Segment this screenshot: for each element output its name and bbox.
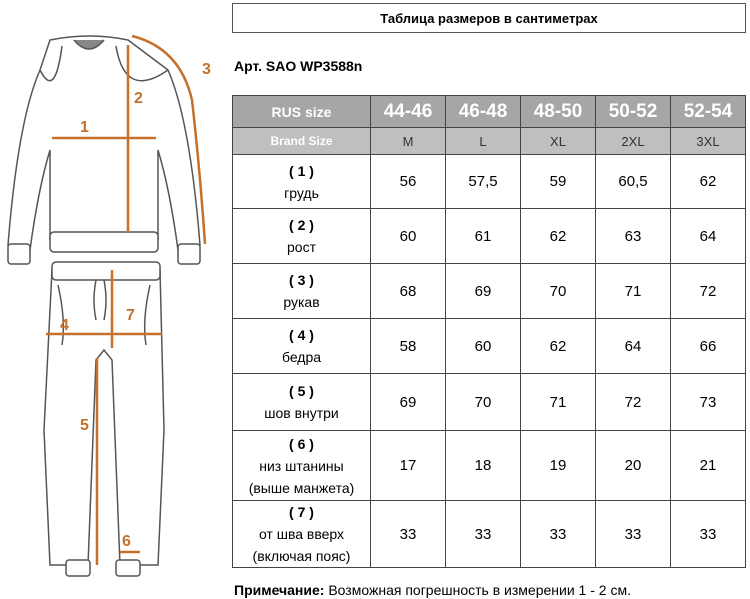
- measurement-value: 57,5: [446, 155, 521, 209]
- brand-size-row: [233, 128, 746, 155]
- measurement-value: 63: [596, 209, 671, 264]
- measurement-value: 33: [371, 501, 446, 568]
- rus-size-cell: 50-52: [596, 96, 671, 128]
- rus-size-cell: 44-46: [371, 96, 446, 128]
- measurement-value: 69: [371, 374, 446, 431]
- measurement-value: 61: [446, 209, 521, 264]
- measurement-label: [233, 209, 371, 264]
- brand-size-cell: 3XL: [671, 128, 746, 155]
- article-number: Арт. SAO WP3588n: [234, 58, 363, 74]
- brand-size-cell: L: [446, 128, 521, 155]
- measurement-value: 33: [671, 501, 746, 568]
- measurement-value: 33: [446, 501, 521, 568]
- measurement-value: 71: [596, 264, 671, 319]
- measurement-value: 20: [596, 431, 671, 501]
- measurement-name: грудь: [284, 184, 319, 201]
- measurement-name: рукав: [283, 294, 320, 310]
- brand-size-cell: 2XL: [596, 128, 671, 155]
- measurement-value: 60: [371, 209, 446, 264]
- figure-label-3: 3: [202, 61, 211, 78]
- measurement-name: шов внутри: [264, 405, 339, 421]
- measurement-row: [233, 319, 746, 374]
- measurement-row: [233, 501, 746, 568]
- measurement-name: (выше манжета): [248, 479, 355, 496]
- measurement-label: [233, 374, 371, 431]
- measurement-label: [233, 264, 371, 319]
- measurement-name: низ штанины: [259, 457, 344, 474]
- measurement-value: 64: [671, 209, 746, 264]
- measurement-rows: [233, 155, 746, 568]
- brand-size-label: Brand Size: [233, 128, 371, 155]
- measurement-value: 19: [521, 431, 596, 501]
- measurement-value: 70: [521, 264, 596, 319]
- measurement-value: 62: [521, 319, 596, 374]
- measurement-value: 56: [371, 155, 446, 209]
- figure-label-2: 2: [134, 90, 143, 107]
- measurement-value: 70: [446, 374, 521, 431]
- measurement-row: [233, 264, 746, 319]
- figure-label-4: 4: [60, 317, 69, 334]
- measurement-label: [233, 501, 371, 568]
- note-text: Возможная погрешность в измерении 1 - 2 см.: [324, 582, 631, 598]
- figure-label-6: 6: [122, 533, 131, 550]
- figure-label-5: 5: [80, 417, 89, 434]
- measurement-name: бедра: [281, 349, 322, 365]
- figure-label-1: 1: [80, 119, 89, 136]
- measurement-value: 58: [371, 319, 446, 374]
- size-table: [232, 95, 746, 568]
- measurement-row: [233, 209, 746, 264]
- rus-size-cell: 46-48: [446, 96, 521, 128]
- measurement-label: [233, 431, 371, 501]
- measurement-value: 21: [671, 431, 746, 501]
- brand-size-cell: M: [371, 128, 446, 155]
- measurement-value: 33: [596, 501, 671, 568]
- measurement-row: [233, 431, 746, 501]
- measurement-value: 68: [371, 264, 446, 319]
- rus-size-row: [233, 96, 746, 128]
- measurement-row: [233, 374, 746, 431]
- measurement-value: 62: [671, 155, 746, 209]
- measurement-value: 60,5: [596, 155, 671, 209]
- measurement-value: 73: [671, 374, 746, 431]
- note: [234, 582, 631, 598]
- measurement-value: 60: [446, 319, 521, 374]
- measurement-number: ( 3 ): [289, 272, 314, 288]
- measurement-value: 72: [596, 374, 671, 431]
- rus-size-label: RUS size: [233, 96, 371, 128]
- page-title: Таблица размеров в сантиметрах: [232, 3, 746, 33]
- figure-label-7: 7: [126, 307, 135, 324]
- measurement-value: 62: [521, 209, 596, 264]
- measurement-number: ( 7 ): [289, 504, 314, 520]
- garment-diagram: [0, 0, 225, 590]
- measurement-value: 66: [671, 319, 746, 374]
- measurement-value: 17: [371, 431, 446, 501]
- measurement-label: [233, 155, 371, 209]
- measurement-value: 71: [521, 374, 596, 431]
- note-label: Примечание:: [234, 582, 325, 598]
- measurement-value: 64: [596, 319, 671, 374]
- measurement-value: 18: [446, 431, 521, 501]
- measurement-row: [233, 155, 746, 209]
- brand-size-cell: XL: [521, 128, 596, 155]
- rus-size-cell: 48-50: [521, 96, 596, 128]
- measurement-number: ( 1 ): [289, 162, 314, 179]
- rus-size-cell: 52-54: [671, 96, 746, 128]
- measurement-value: 59: [521, 155, 596, 209]
- measurement-number: ( 4 ): [289, 327, 314, 343]
- measurement-value: 33: [521, 501, 596, 568]
- measurement-value: 69: [446, 264, 521, 319]
- measurement-number: ( 6 ): [289, 435, 314, 452]
- measurement-name: рост: [287, 239, 316, 255]
- measurement-label: [233, 319, 371, 374]
- measurement-name: (включая пояс): [252, 548, 351, 564]
- measurement-number: ( 2 ): [289, 217, 314, 233]
- measurement-value: 72: [671, 264, 746, 319]
- measurement-number: ( 5 ): [289, 383, 314, 399]
- measurement-name: от шва вверх: [258, 526, 345, 542]
